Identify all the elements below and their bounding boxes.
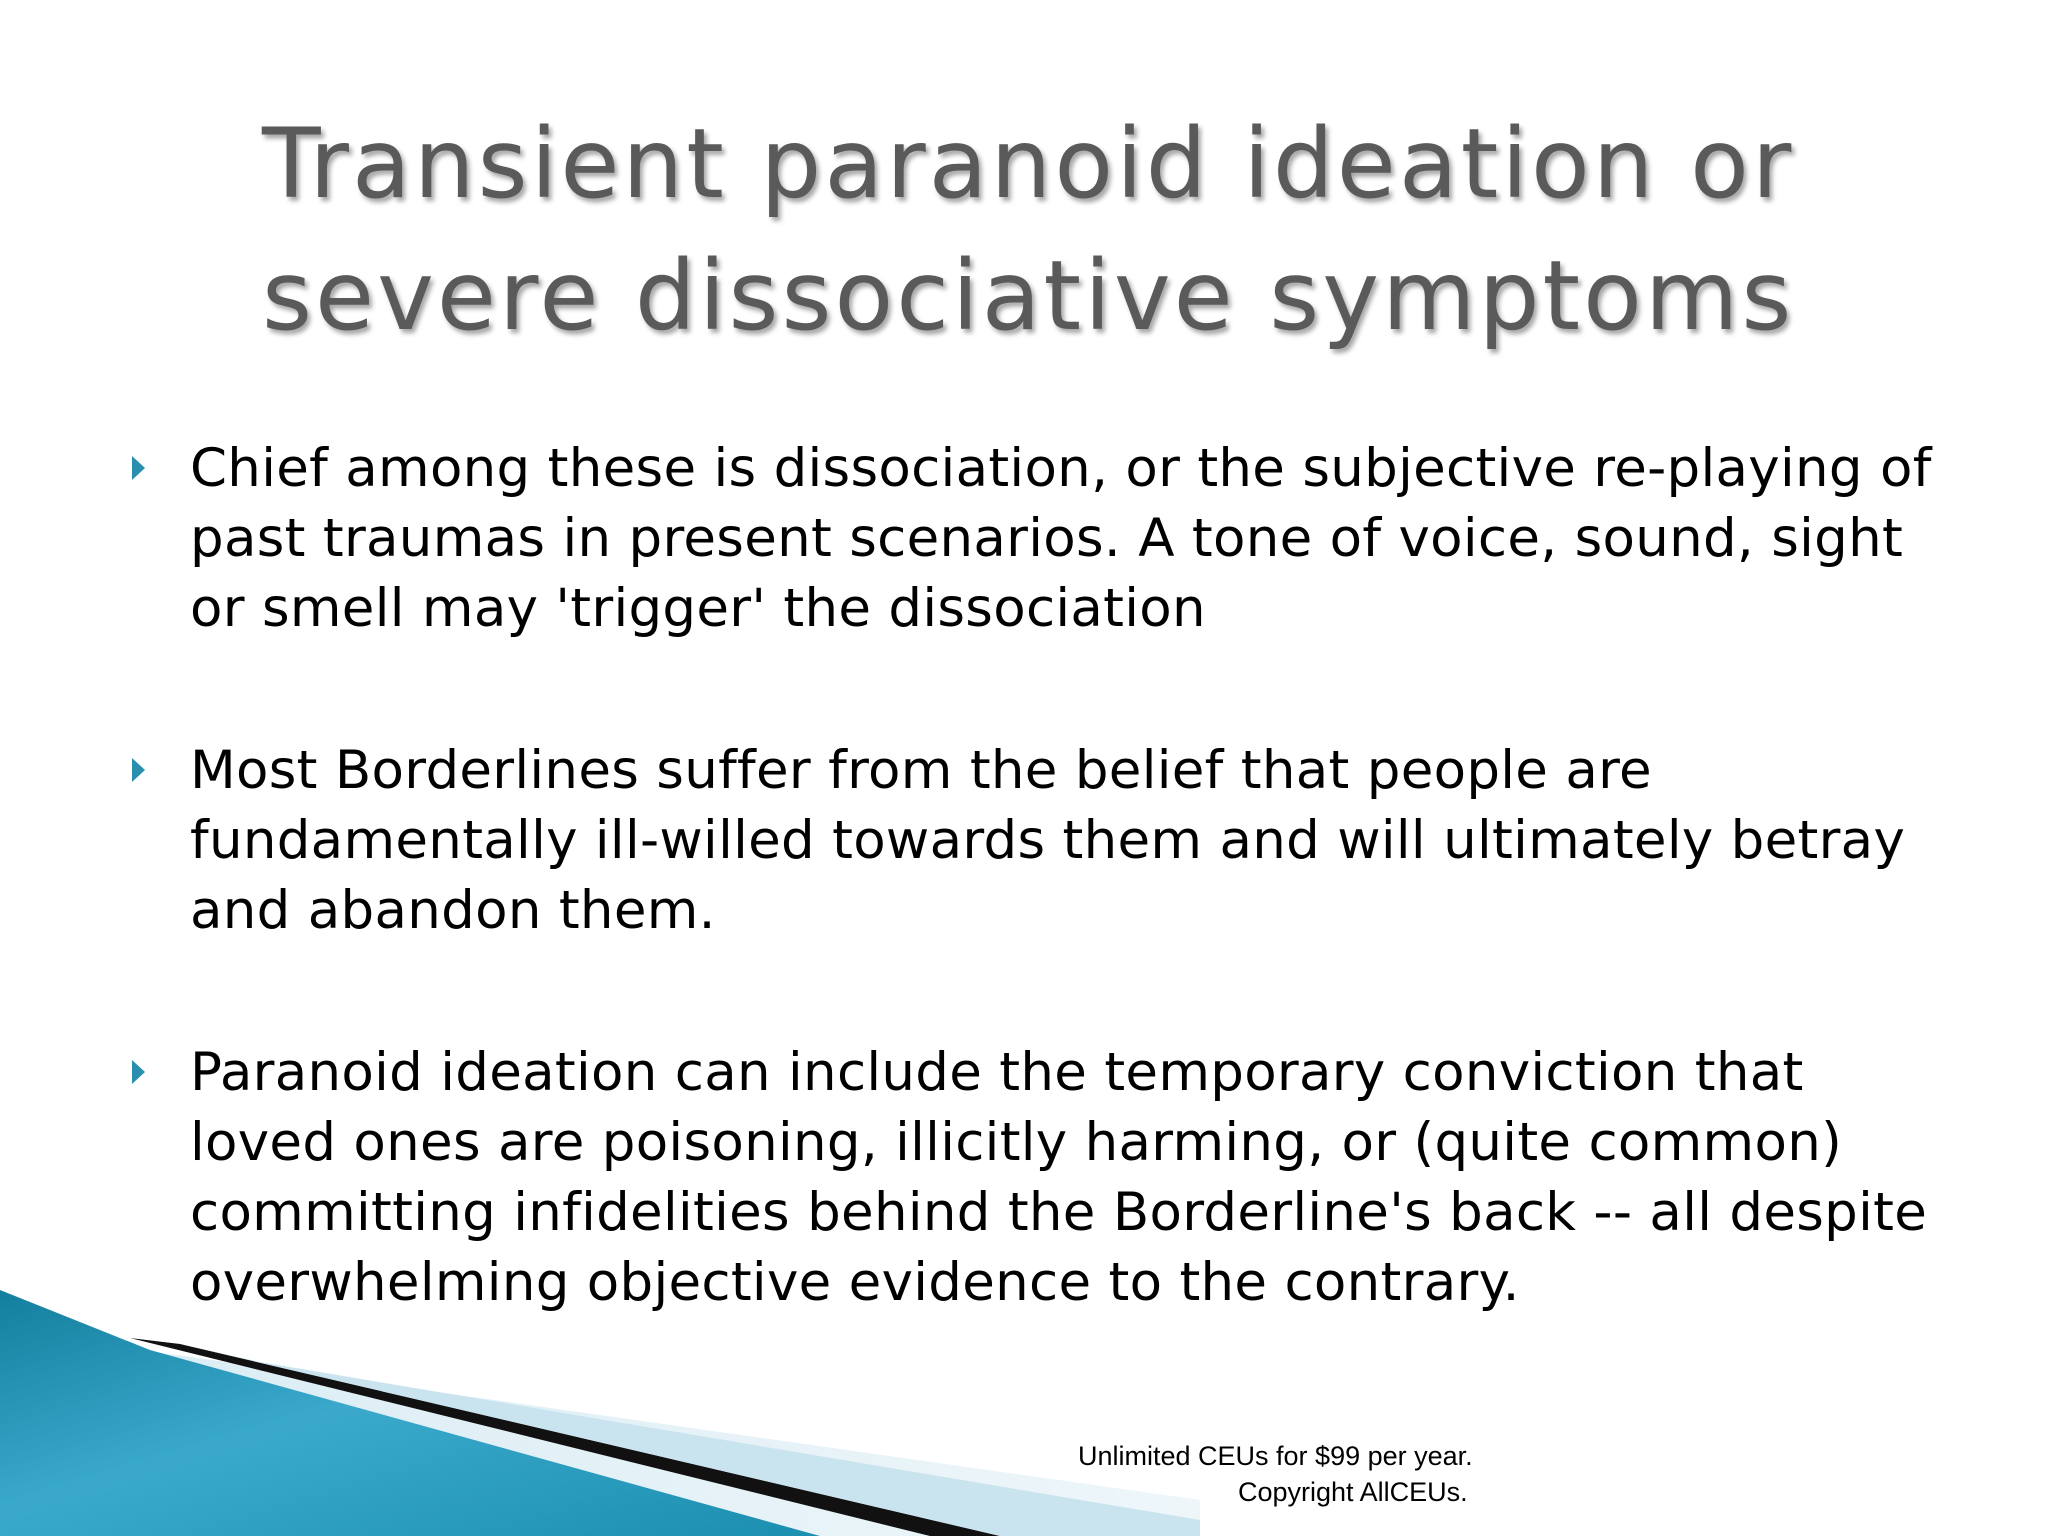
triangle-bullet-icon — [132, 758, 145, 782]
footer-line-2: Copyright AllCEUs. — [1238, 1477, 1468, 1507]
triangle-bullet-icon — [132, 456, 145, 480]
footer-line-1: Unlimited CEUs for $99 per year. — [1078, 1441, 1473, 1471]
bullet-item — [132, 434, 1932, 644]
bullet-list — [132, 434, 1932, 1318]
triangle-bullet-icon — [132, 1060, 145, 1084]
decorative-swoosh — [0, 1290, 1200, 1536]
slide-title-line-1: Transient paranoid ideation or — [262, 108, 1795, 220]
slide-title — [262, 98, 1902, 362]
bullet-text: Most Borderlines suffer from the belief that people are fundamentally ill-willed towards them and will ultimately betray and abandon them. — [190, 740, 1906, 941]
footer-note — [1060, 1438, 1510, 1510]
slide-title-line-2: severe dissociative symptoms — [262, 240, 1795, 352]
bullet-text: Chief among these is dissociation, or the subjective re-playing of past traumas in present scenarios. A tone of voice, sound, sight or smell may 'trigger' the dissociation — [190, 438, 1932, 639]
bullet-item — [132, 736, 1932, 946]
bullet-item — [132, 1038, 1932, 1318]
bullet-text: Paranoid ideation can include the temporary conviction that loved ones are poisoning, illicitly harming, or (quite common) committing infidelities behind the Borderline's back -- all despite overwhelming objective evidence to the contrary. — [190, 1042, 1928, 1313]
